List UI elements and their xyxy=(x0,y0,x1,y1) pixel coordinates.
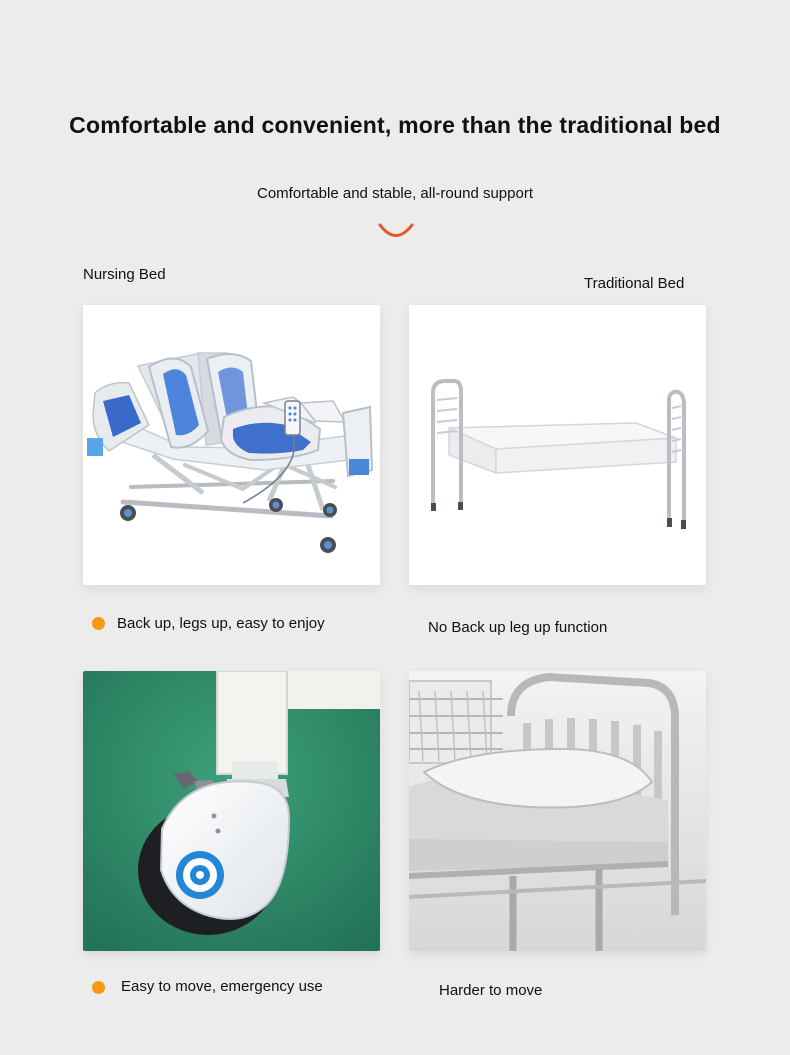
orange-dot-icon xyxy=(92,617,105,630)
nursing-bed-label: Nursing Bed xyxy=(83,266,166,283)
traditional-bed-image xyxy=(409,305,706,585)
nursing-feature-caption: Back up, legs up, easy to enjoy xyxy=(117,615,325,632)
move-limitation-caption: Harder to move xyxy=(439,982,543,999)
caster-wheel-image xyxy=(83,671,380,951)
hospital-bed-image xyxy=(409,671,706,951)
page-title: Comfortable and convenient, more than the traditional bed xyxy=(69,112,721,138)
down-arc-icon xyxy=(377,221,415,243)
move-feature-caption: Easy to move, emergency use xyxy=(121,978,323,995)
page-subtitle: Comfortable and stable, all-round support xyxy=(257,185,533,202)
orange-dot-icon xyxy=(92,981,105,994)
nursing-bed-image xyxy=(83,305,380,585)
traditional-feature-caption: No Back up leg up function xyxy=(428,619,608,636)
traditional-bed-label: Traditional Bed xyxy=(584,275,685,292)
